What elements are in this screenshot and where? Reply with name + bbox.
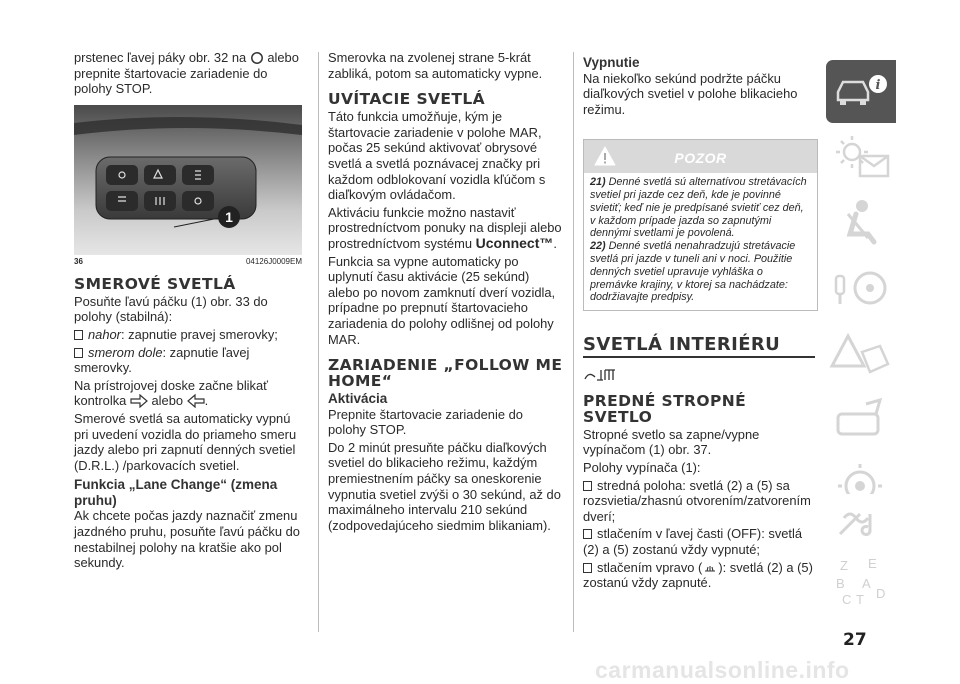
tab-emergency[interactable] [826,324,896,387]
warning-item: 22) Denné svetlá nenahradzujú stretávacie svetlá pri jazde v tuneli ani v noci. Použitie denných svetiel upravuje vyhláška o premávke krajiny, v ktorej sa nachádzate: dodržiavajte predpisy. [590,240,796,304]
tab-dashboard-lights[interactable] [826,126,896,189]
maintenance-icon [826,390,896,453]
starting-driving-icon [826,258,896,321]
column-3 [583,50,818,591]
svg-text:E: E [868,556,877,571]
bullet-item: stlačením v ľavej časti (OFF): svetlá (2) a (5) zostanú vždy vypnuté; [583,526,818,557]
svg-text:Z: Z [840,558,848,573]
figure-code: 04126J0009EM [245,256,302,266]
heading-uvitacie-svetla: UVÍTACIE SVETLÁ [328,90,486,109]
safety-airbag-icon [826,192,896,255]
interior-light-icon [583,366,623,384]
page-number: 27 [843,630,867,650]
tab-multimedia[interactable] [826,494,896,557]
turn-right-arrow-icon [130,394,148,408]
paragraph: Aktiváciu funkcie možno nastaviť prostredníctvom ponuky na displeji alebo prostredníctvom systému Uconnect™. [328,204,562,251]
warning-item: 21) Denné svetlá sú alternatívou stretávacích svetiel pri jazde cez deň, kde je povinné svietiť; keď nie je predpísané svietiť cez deň, v každom prípade jazda so zapnutými dennými svetlami je povolená. [590,176,807,240]
bullet-item: nahor: zapnutie pravej smerovky; [74,327,302,343]
warning-title: POZOR [674,150,727,167]
section-rule [583,356,815,358]
paragraph: Ak chcete počas jazdy naznačiť zmenu jazdného pruhu, posuňte ľavú páčku do nestabilnej polohy na kratšie ako pol sekundy. [74,508,300,571]
figure-caption [74,257,302,266]
warning-body [584,173,817,310]
svg-text:C: C [842,592,852,607]
tab-starting-driving[interactable] [826,258,896,321]
heading-svetla-interieru: SVETLÁ INTERIÉRU [583,334,781,356]
paragraph: Na prístrojovej doske začne blikať kontrolka alebo . [74,377,268,409]
svg-text:A: A [862,576,871,591]
paragraph: Táto funkcia umožňuje, kým je štartovacie zariadenie v polohe MAR, počas 25 sekúnd aktivovať obrysové svetlá a svetlá poznávacej značky pri každom odblokovaní vozidla kľúčom s diaľkovým ovládačom. [328,109,546,203]
svg-text:D: D [876,586,886,601]
ring-icon [250,51,264,65]
tab-car-info[interactable] [826,60,896,123]
heading-aktivacia: Aktivácia [328,391,388,407]
heading-lane-change: Funkcia „Lane Change“ (zmena pruhu) [74,477,278,508]
svg-text:i: i [875,78,881,93]
paragraph: Do 2 minút presuňte páčku diaľkových svetiel do blikacieho režimu, každým premiestnením páčky sa oneskorenie vypnutia svetiel zvýši o 30 sekúnd, až do maximálneho intervalu 210 sekúnd (zodpovedajúceho siedmim blikaniam). [328,439,561,533]
figure-36 [74,105,302,255]
column-divider [573,52,574,632]
tab-index[interactable] [826,552,896,615]
heading-vypnutie: Vypnutie [583,55,640,70]
column-divider [318,52,319,632]
svg-text:T: T [856,592,864,607]
bullet-item: smerom dole: zapnutie ľavej smerovky. [74,345,302,376]
index-letters-icon [826,552,896,615]
heading-follow-me-home: ZARIADENIE „FOLLOW ME HOME“ [328,356,563,391]
bullet-item: stredná poloha: svetlá (2) a (5) sa rozsvietia/zhasnú otvorením/zatvorením dverí; [583,478,818,525]
paragraph: Na niekoľko sekúnd podržte páčku diaľkových svetiel v polohe blikacieho režimu. [583,70,798,117]
column-1 [74,50,302,571]
svg-text:B: B [836,576,845,591]
switch-panel-photo [74,105,302,255]
dashboard-lights-icon [826,126,896,189]
tab-safety[interactable] [826,192,896,255]
paragraph: Smerové svetlá sa automaticky vypnú pri uvedení vozidla do priameho smeru jazdy alebo pri zapnutí denných svetiel (D.R.L.) /parkovacích svetiel. [74,410,297,473]
warning-box [583,139,818,311]
footer-watermark[interactable]: carmanualsonline.info [595,657,850,683]
paragraph: Funkcia sa vypne automaticky po uplynutí času aktivácie (25 sekúnd) alebo po novom zamknutí dverí vozidla, prípadne po prepnutí štartovacieho zariadenia do polohy odlišnej od polohy MAR. [328,253,556,347]
figure-number: 36 [74,256,83,266]
callout-1: 1 [225,208,233,225]
multimedia-icon [826,494,896,557]
column-2 [328,50,564,533]
warning-header [584,140,817,173]
paragraph: Stropné svetlo sa zapne/vypne vypínačom (1) obr. 37. [583,426,760,458]
intro-text: prstenec ľavej páky obr. 32 na alebo prepnite štartovacie zariadenie do polohy STOP. [74,50,299,97]
bullet-item: stlačením vpravo ( ): svetlá (2) a (5) zostanú vždy zapnuté. [583,560,818,591]
paragraph: Posuňte ľavú páčku (1) obr. 33 do polohy (stabilná): [74,293,268,325]
paragraph: Prepnite štartovacie zariadenie do polohy STOP. [328,406,523,438]
emergency-warning-icon [826,324,896,387]
heading-smerove-svetla: SMEROVÉ SVETLÁ [74,274,236,293]
paragraph: Smerovka na zvolenej strane 5-krát zabliká, potom sa automaticky vypne. [328,50,543,81]
turn-left-arrow-icon [187,394,205,408]
paragraph: Polohy vypínača (1): [583,459,701,475]
car-info-icon [826,60,896,123]
heading-predne-stropne-svetlo: PREDNÉ STROPNÉ SVETLO [583,391,747,426]
lamp-on-icon [702,563,718,575]
tab-maintenance[interactable] [826,390,896,453]
